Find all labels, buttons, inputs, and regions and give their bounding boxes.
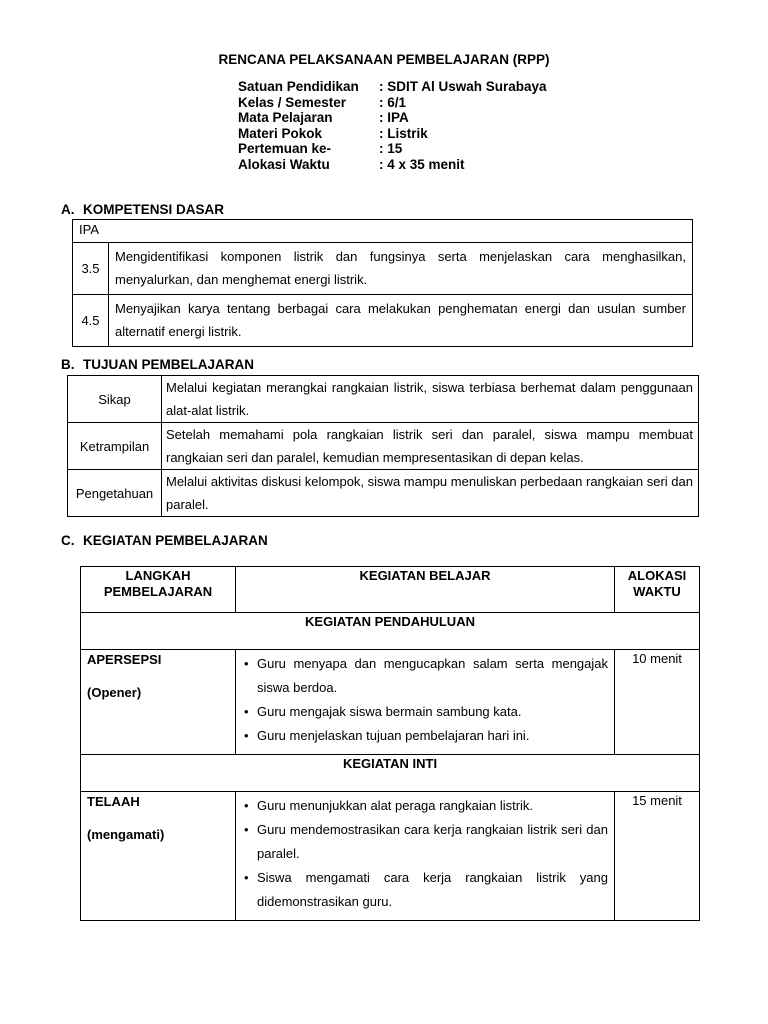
subject-cell: IPA: [73, 220, 693, 243]
section-a-heading: [61, 202, 224, 217]
tujuan-text: Melalui kegiatan merangkai rangkaian listrik, siswa terbiasa berhemat dalam penggunaan alat-alat listrik.: [162, 376, 699, 423]
activity-cell: [236, 792, 615, 921]
step-name: APERSEPSI: [87, 652, 162, 667]
kd-number: 3.5: [73, 243, 109, 295]
table-row: [73, 243, 693, 295]
list-item: • Guru mengajak siswa bermain sambung kata.: [242, 700, 608, 724]
identity-key: Mata Pelajaran: [238, 110, 333, 125]
header-step: [81, 567, 236, 613]
identity-value: : Listrik: [379, 125, 428, 141]
identity-row: [238, 95, 547, 111]
identity-key: Materi Pokok: [238, 125, 323, 141]
kd-text: Menyajikan karya tentang berbagai cara melakukan penghematan energi dan usulan sumber alternatif energi listrik.: [109, 295, 693, 347]
tujuan-text: Setelah memahami pola rangkaian listrik seri dan paralel, siswa mampu membuat rangkaian seri dan paralel, kemudian mempresentasikan di depan kelas.: [162, 423, 699, 470]
kompetensi-dasar-table: [72, 219, 693, 347]
header-time: [615, 567, 700, 613]
step-subtitle: (mengamati): [87, 827, 165, 842]
tujuan-text: Melalui aktivitas diskusi kelompok, siswa mampu menuliskan perbedaan rangkaian seri dan paralel.: [162, 470, 699, 517]
header-step-line2: PEMBELAJARAN: [103, 584, 213, 599]
identity-row: [238, 141, 547, 157]
section-title: KEGIATAN PEMBELAJARAN: [83, 533, 268, 548]
tujuan-label: Sikap: [68, 376, 162, 423]
step-name: TELAAH: [87, 794, 140, 809]
identity-block: [238, 79, 547, 172]
kd-text: Mengidentifikasi komponen listrik dan fungsinya serta menjelaskan cara menghasilkan, menyalurkan, dan menghemat energi listrik.: [109, 243, 693, 295]
table-header-row: [81, 567, 700, 613]
list-item: • Guru menyapa dan mengucapkan salam serta mengajak siswa berdoa.: [242, 652, 608, 700]
identity-value: : IPA: [379, 110, 409, 125]
band-inti: KEGIATAN INTI: [81, 755, 700, 792]
band-row: [81, 755, 700, 792]
document-title: RENCANA PELAKSANAAN PEMBELAJARAN (RPP): [218, 52, 550, 67]
section-c-heading: [61, 533, 268, 548]
time-cell: 10 menit: [615, 650, 700, 755]
step-cell: [81, 792, 236, 921]
table-row: [68, 423, 699, 470]
activity-list: [242, 652, 608, 748]
identity-key: Satuan Pendidikan: [238, 79, 359, 94]
section-title: KOMPETENSI DASAR: [83, 202, 225, 217]
header-time-line1: ALOKASI: [627, 568, 687, 583]
section-letter: B.: [61, 357, 75, 372]
table-row: [68, 376, 699, 423]
list-item: • Guru mendemostrasikan cara kerja rangkaian listrik seri dan paralel.: [242, 818, 608, 866]
list-item: • Guru menjelaskan tujuan pembelajaran hari ini.: [242, 724, 608, 748]
identity-key: Pertemuan ke-: [238, 141, 332, 156]
identity-row: [238, 126, 547, 142]
kd-number: 4.5: [73, 295, 109, 347]
tujuan-table: [67, 375, 699, 517]
tujuan-label: Pengetahuan: [68, 470, 162, 517]
table-row: [68, 470, 699, 517]
kegiatan-table: [80, 566, 700, 921]
list-item: • Siswa mengamati cara kerja rangkaian listrik yang didemonstrasikan guru.: [242, 866, 608, 914]
identity-row: [238, 79, 547, 95]
identity-value: : 15: [379, 141, 403, 156]
header-step-line1: LANGKAH: [125, 568, 191, 583]
step-subtitle: (Opener): [87, 685, 142, 700]
header-activity: KEGIATAN BELAJAR: [236, 567, 615, 613]
identity-value: : SDIT Al Uswah Surabaya: [379, 79, 547, 94]
identity-key: Alokasi Waktu: [238, 156, 330, 172]
identity-value: : 4 x 35 menit: [379, 156, 465, 172]
step-cell: [81, 650, 236, 755]
list-item: • Guru menunjukkan alat peraga rangkaian listrik.: [242, 794, 608, 818]
activity-list: [242, 794, 608, 914]
section-title: TUJUAN PEMBELAJARAN: [83, 357, 255, 372]
table-row: [81, 792, 700, 921]
section-letter: C.: [61, 533, 75, 548]
section-b-heading: [61, 357, 254, 372]
table-row: [81, 650, 700, 755]
section-letter: A.: [61, 202, 75, 217]
tujuan-label: Ketrampilan: [68, 423, 162, 470]
identity-value: : 6/1: [379, 94, 407, 110]
activity-cell: [236, 650, 615, 755]
table-row: [73, 220, 693, 243]
identity-row: [238, 110, 547, 126]
band-pendahuluan: KEGIATAN PENDAHULUAN: [81, 613, 700, 650]
header-time-line2: WAKTU: [633, 584, 681, 599]
time-cell: 15 menit: [615, 792, 700, 921]
identity-key: Kelas / Semester: [238, 94, 347, 110]
identity-row: [238, 157, 547, 173]
band-row: [81, 613, 700, 650]
table-row: [73, 295, 693, 347]
